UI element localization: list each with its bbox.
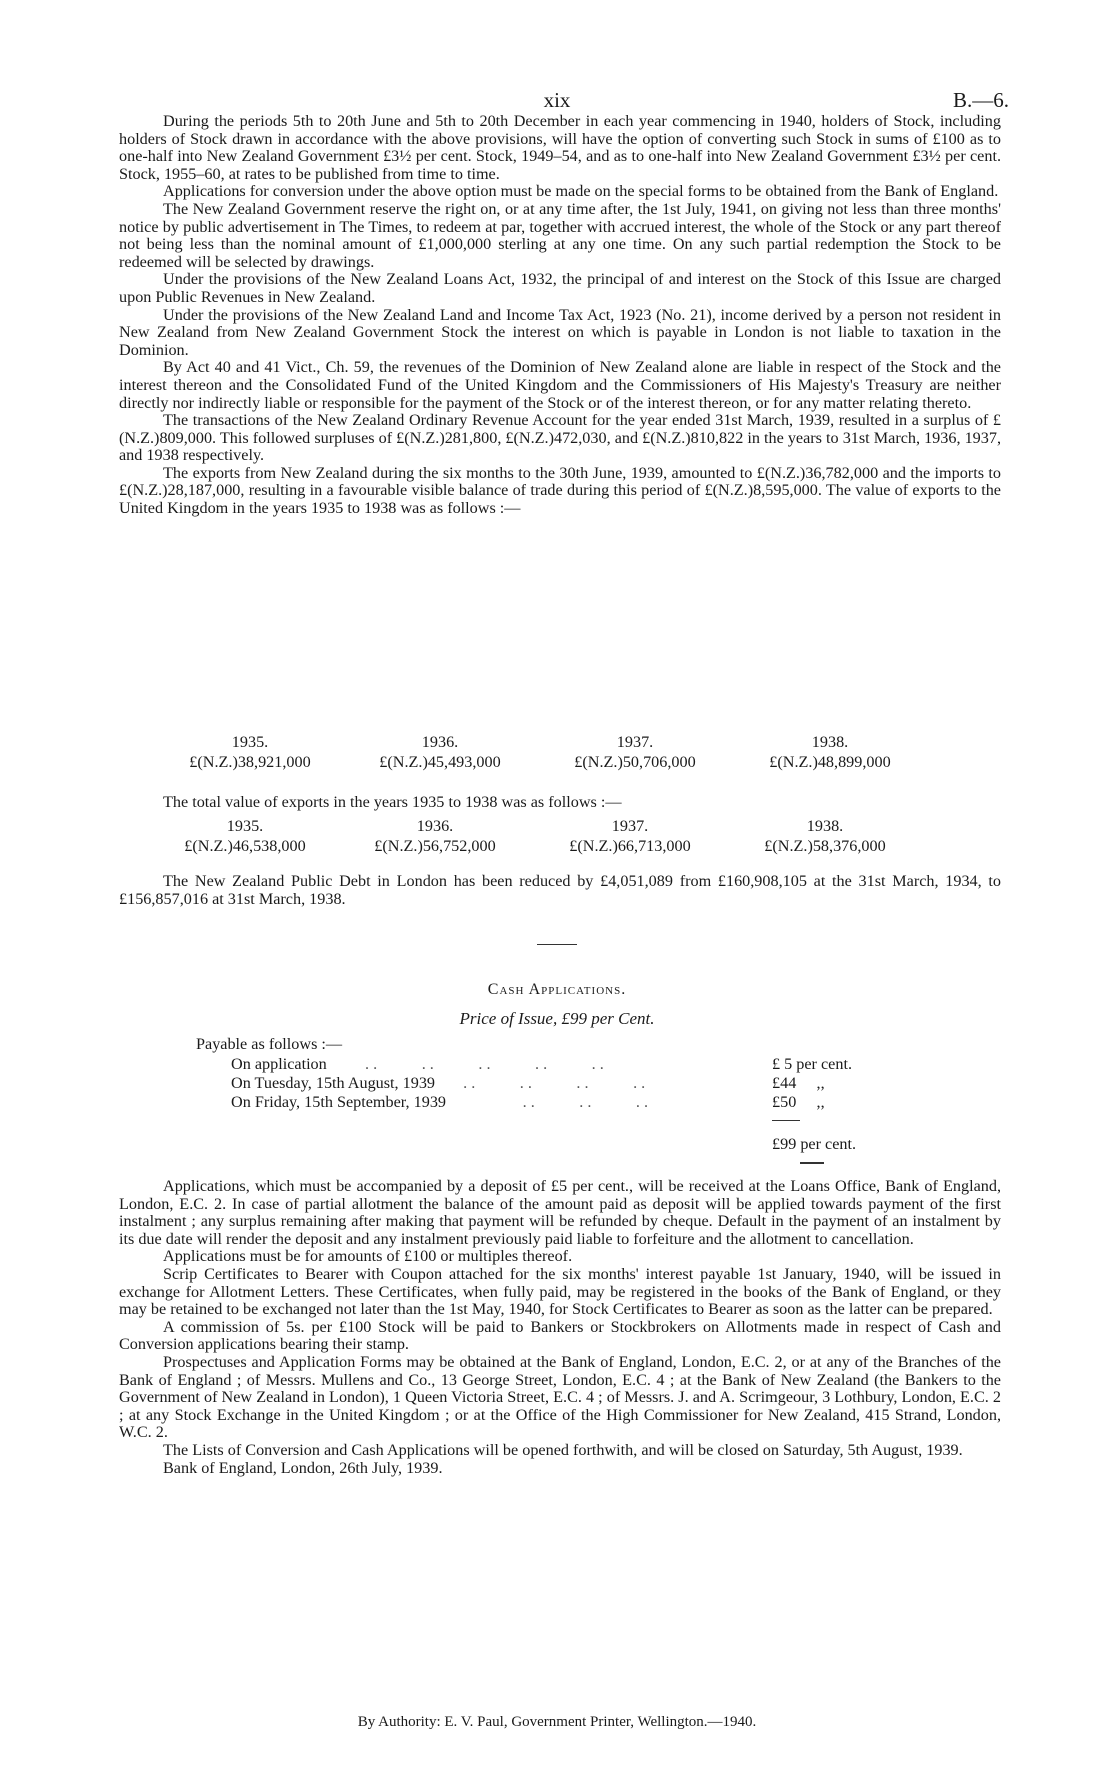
paragraph-exports-imports: The exports from New Zealand during the six months to the 30th June, 1939, amounted to £(N.Z.)36,782,000 and the imports to £(N.Z.)28,187,000, resulting in a favourable visible balance of trade during this period of £(N.Z.)8,595,000. The value of exports to the United Kingdom in the years 1935 to 1938 was as follows :— xyxy=(119,463,1001,518)
cash-applications-heading: Cash Applications. xyxy=(487,981,627,998)
uk-exports-year: 1935. xyxy=(231,733,269,751)
schedule-amount: £ 5 per cent. xyxy=(772,1055,853,1073)
schedule-total: £99 per cent. xyxy=(772,1135,857,1153)
total-rule xyxy=(772,1120,800,1121)
uk-exports-year: 1938. xyxy=(811,733,849,751)
total-exports-value: £(N.Z.)46,538,000 xyxy=(184,837,306,855)
paragraph-scrip-certificates: Scrip Certificates to Bearer with Coupon attached for the six months' interest payable 1st January, 1940, will be issued in exchange for Allotment Letters. These Certificates, when fully paid, may be registered in the books of the Bank of England, or they may be retained to be exchanged not later than the 1st May, 1940, for Stock Certificates to Bearer as soon as the latter can be prepared. xyxy=(119,1264,1001,1319)
page-number: xix xyxy=(543,88,571,112)
paragraph-conversion-forms: Applications for conversion under the above option must be made on the special forms to be obtained from the Bank of England. xyxy=(163,182,999,201)
paragraph-income-tax: Under the provisions of the New Zealand Land and Income Tax Act, 1923 (No. 21), income derived by a person not resident in New Zealand from New Zealand Government Stock the interest on which is payable in London is not liable to taxation in the Dominion. xyxy=(119,305,1001,359)
price-of-issue: Price of Issue, £99 per Cent. xyxy=(459,1009,655,1028)
signoff: Bank of England, London, 26th July, 1939. xyxy=(163,1458,443,1477)
total-exports-year: 1936. xyxy=(416,817,454,835)
schedule-leader-dots: . . . . . . . . . . xyxy=(361,1055,604,1073)
paragraph-loans-act: Under the provisions of the New Zealand Loans Act, 1932, the principal of and interest on the Stock of this Issue are charged upon Public Revenues in New Zealand. xyxy=(119,270,1001,306)
schedule-leader-dots: . . . . . . . . xyxy=(455,1074,646,1092)
paragraph-public-debt: The New Zealand Public Debt in London has been reduced by £4,051,089 from £160,908,105 at the 31st March, 1934, to £156,857,016 at 31st March, 1938. xyxy=(119,872,1001,908)
total-exports-year: 1938. xyxy=(806,817,844,835)
total-exports-year: 1935. xyxy=(226,817,264,835)
document-reference: B.—6. xyxy=(952,88,1009,112)
paragraph-lists-opening: The Lists of Conversion and Cash Applications will be opened forthwith, and will be closed on Saturday, 5th August, 1939. xyxy=(163,1440,963,1459)
total-exports-value: £(N.Z.)58,376,000 xyxy=(764,837,886,855)
schedule-leader-dots: . . . . . . xyxy=(470,1093,649,1111)
uk-exports-value: £(N.Z.)48,899,000 xyxy=(769,753,891,771)
paragraph-prospectuses: Prospectuses and Application Forms may be obtained at the Bank of England, London, E.C. 2, or at any of the Branches of the Bank of England ; of Messrs. Mullens and Co., 13 George Street, London, E.C. 4 ; at the Bank of New Zealand (the Bankers to the Government of New Zealand in London), 1 Queen Victoria Street, E.C. 4 ; of Messrs. J. and A. Scrimgeour, 3 Lothbury, London, E.C. 2 ; at any Stock Exchange in the United Kingdom ; or at the Office of the High Commissioner for New Zealand, 415 Strand, London, W.C. 2. xyxy=(119,1352,1001,1442)
uk-exports-value: £(N.Z.)45,493,000 xyxy=(379,753,501,771)
payable-label: Payable as follows :— xyxy=(196,1035,343,1053)
section-divider xyxy=(537,944,577,945)
uk-exports-value: £(N.Z.)50,706,000 xyxy=(574,753,696,771)
intro-section xyxy=(119,113,1001,518)
total-exports-value: £(N.Z.)56,752,000 xyxy=(374,837,496,855)
cash-applications-section xyxy=(119,1178,1001,1477)
total-exports-value: £(N.Z.)66,713,000 xyxy=(569,837,691,855)
uk-exports-value: £(N.Z.)38,921,000 xyxy=(189,753,311,771)
uk-exports-year: 1936. xyxy=(421,733,459,751)
uk-exports-year: 1937. xyxy=(616,733,654,751)
public-debt-section xyxy=(119,873,1001,908)
printer-imprint: By Authority: E. V. Paul, Government Printer, Wellington.—1940. xyxy=(357,1714,757,1730)
total-double-rule xyxy=(800,1162,824,1164)
schedule-amount: £44 ,, xyxy=(772,1074,825,1092)
schedule-label: On Tuesday, 15th August, 1939 xyxy=(231,1074,436,1092)
schedule-amount: £50 ,, xyxy=(772,1093,825,1111)
paragraph-conversion-option: During the periods 5th to 20th June and 5th to 20th December in each year commencing in 1940, holders of Stock, including holders of Stock drawn in accordance with the above provisions, will have the option of converting such Stock in sums of £100 as to one-half into New Zealand Government £3½ per cent. Stock, 1949–54, and as to one-half into New Zealand Government £3½ per cent. Stock, 1955–60, at rates to be published from time to time. xyxy=(119,112,1001,183)
total-exports-year: 1937. xyxy=(611,817,649,835)
schedule-label: On Friday, 15th September, 1939 xyxy=(231,1093,447,1111)
paragraph-liability: By Act 40 and 41 Vict., Ch. 59, the revenues of the Dominion of New Zealand alone are liable in respect of the Stock and the interest thereon and the Consolidated Fund of the United Kingdom and the Commissioners of His Majesty's Treasury are neither directly nor indirectly liable or responsible for the payment of the Stock or of the interest thereon, or for any matter relating thereto. xyxy=(119,358,1001,412)
total-exports-intro: The total value of exports in the years 1935 to 1938 was as follows :— xyxy=(163,793,622,811)
paragraph-commission: A commission of 5s. per £100 Stock will be paid to Bankers or Stockbrokers on Allotments made in respect of Cash and Conversion applications bearing their stamp. xyxy=(119,1317,1001,1354)
paragraph-deposit: Applications, which must be accompanied by a deposit of £5 per cent., will be received at the Loans Office, Bank of England, London, E.C. 2. In case of partial allotment the balance of the amount paid as deposit will be applied towards payment of the first instalment ; any surplus remaining after making that payment will be refunded by cheque. Default in the payment of an instalment by its due date will render the deposit and any instalment previously paid liable to forfeiture and the allotment to cancellation. xyxy=(119,1177,1001,1248)
paragraph-revenue-account: The transactions of the New Zealand Ordinary Revenue Account for the year ended 31st March, 1939, resulted in a surplus of £(N.Z.)809,000. This followed surpluses of £(N.Z.)281,800, £(N.Z.)472,030, and £(N.Z.)810,822 in the years to 31st March, 1936, 1937, and 1938 respectively. xyxy=(119,411,1001,465)
schedule-label: On application xyxy=(231,1055,327,1073)
paragraph-multiples: Applications must be for amounts of £100 or multiples thereof. xyxy=(163,1247,573,1266)
paragraph-redemption-right: The New Zealand Government reserve the right on, or at any time after, the 1st July, 1941, on giving not less than three months' notice by public advertisement in The Times, to redeem at par, together with accrued interest, the whole of the Stock or any part thereof not being less than the nominal amount of £1,000,000 sterling at any one time. On any such partial redemption the Stock to be redeemed will be selected by drawings. xyxy=(119,199,1001,271)
